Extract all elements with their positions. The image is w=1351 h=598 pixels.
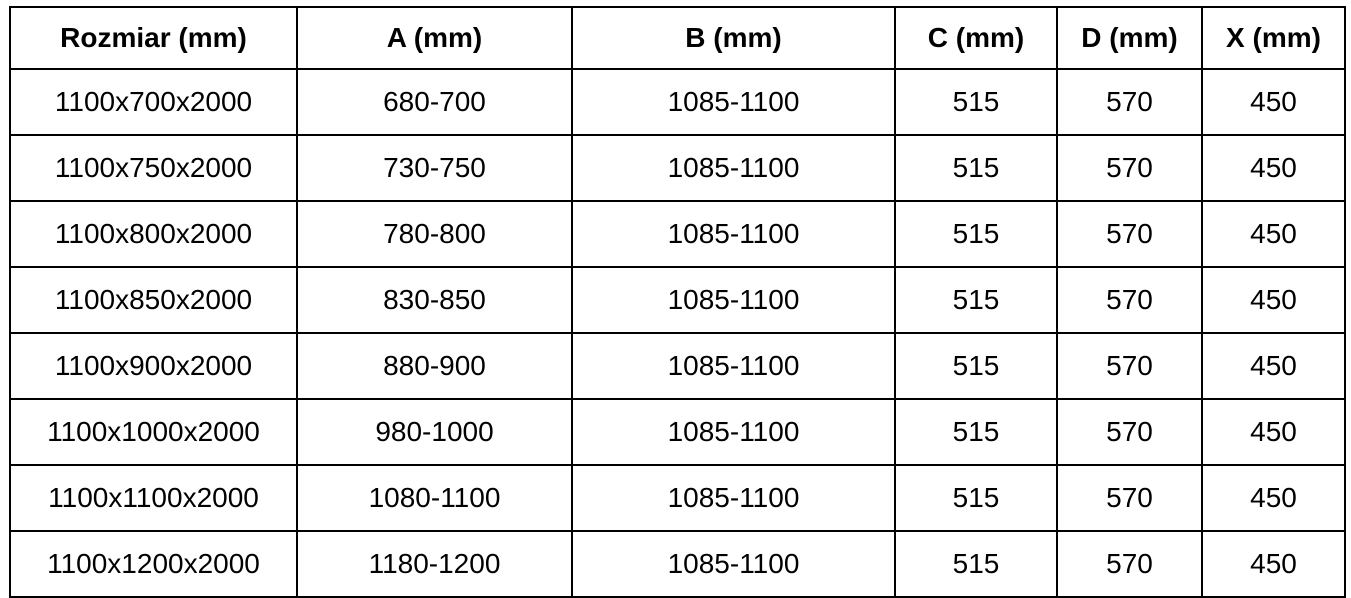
table-row (10, 267, 1345, 333)
cell-c: 515 (895, 465, 1057, 531)
table-row (10, 135, 1345, 201)
cell-rozmiar: 1100x700x2000 (10, 69, 297, 135)
column-header-x: X (mm) (1202, 7, 1345, 69)
column-header-a: A (mm) (297, 7, 572, 69)
cell-a: 830-850 (297, 267, 572, 333)
table-row (10, 201, 1345, 267)
cell-c: 515 (895, 201, 1057, 267)
cell-b: 1085-1100 (572, 333, 895, 399)
cell-c: 515 (895, 531, 1057, 597)
cell-a: 780-800 (297, 201, 572, 267)
column-header-rozmiar: Rozmiar (mm) (10, 7, 297, 69)
cell-d: 570 (1057, 69, 1202, 135)
cell-rozmiar: 1100x900x2000 (10, 333, 297, 399)
cell-d: 570 (1057, 399, 1202, 465)
cell-x: 450 (1202, 465, 1345, 531)
cell-b: 1085-1100 (572, 135, 895, 201)
cell-c: 515 (895, 69, 1057, 135)
column-header-d: D (mm) (1057, 7, 1202, 69)
cell-d: 570 (1057, 333, 1202, 399)
cell-a: 880-900 (297, 333, 572, 399)
table-row (10, 531, 1345, 597)
cell-b: 1085-1100 (572, 531, 895, 597)
cell-b: 1085-1100 (572, 201, 895, 267)
table-body (10, 69, 1345, 597)
cell-d: 570 (1057, 531, 1202, 597)
cell-d: 570 (1057, 201, 1202, 267)
cell-x: 450 (1202, 201, 1345, 267)
cell-rozmiar: 1100x1100x2000 (10, 465, 297, 531)
cell-d: 570 (1057, 135, 1202, 201)
cell-x: 450 (1202, 69, 1345, 135)
cell-rozmiar: 1100x1000x2000 (10, 399, 297, 465)
table-row (10, 465, 1345, 531)
cell-rozmiar: 1100x750x2000 (10, 135, 297, 201)
cell-a: 680-700 (297, 69, 572, 135)
table-row (10, 69, 1345, 135)
cell-a: 730-750 (297, 135, 572, 201)
column-header-c: C (mm) (895, 7, 1057, 69)
cell-x: 450 (1202, 531, 1345, 597)
cell-b: 1085-1100 (572, 399, 895, 465)
table-header-row (10, 7, 1345, 69)
column-header-b: B (mm) (572, 7, 895, 69)
cell-rozmiar: 1100x850x2000 (10, 267, 297, 333)
cell-x: 450 (1202, 399, 1345, 465)
cell-d: 570 (1057, 267, 1202, 333)
cell-rozmiar: 1100x1200x2000 (10, 531, 297, 597)
cell-c: 515 (895, 267, 1057, 333)
cell-a: 1180-1200 (297, 531, 572, 597)
cell-c: 515 (895, 333, 1057, 399)
cell-a: 980-1000 (297, 399, 572, 465)
cell-rozmiar: 1100x800x2000 (10, 201, 297, 267)
cell-b: 1085-1100 (572, 465, 895, 531)
size-spec-table (9, 6, 1346, 598)
cell-d: 570 (1057, 465, 1202, 531)
cell-c: 515 (895, 135, 1057, 201)
table-row (10, 399, 1345, 465)
table-row (10, 333, 1345, 399)
cell-x: 450 (1202, 135, 1345, 201)
cell-b: 1085-1100 (572, 267, 895, 333)
cell-x: 450 (1202, 333, 1345, 399)
cell-c: 515 (895, 399, 1057, 465)
cell-a: 1080-1100 (297, 465, 572, 531)
cell-x: 450 (1202, 267, 1345, 333)
cell-b: 1085-1100 (572, 69, 895, 135)
